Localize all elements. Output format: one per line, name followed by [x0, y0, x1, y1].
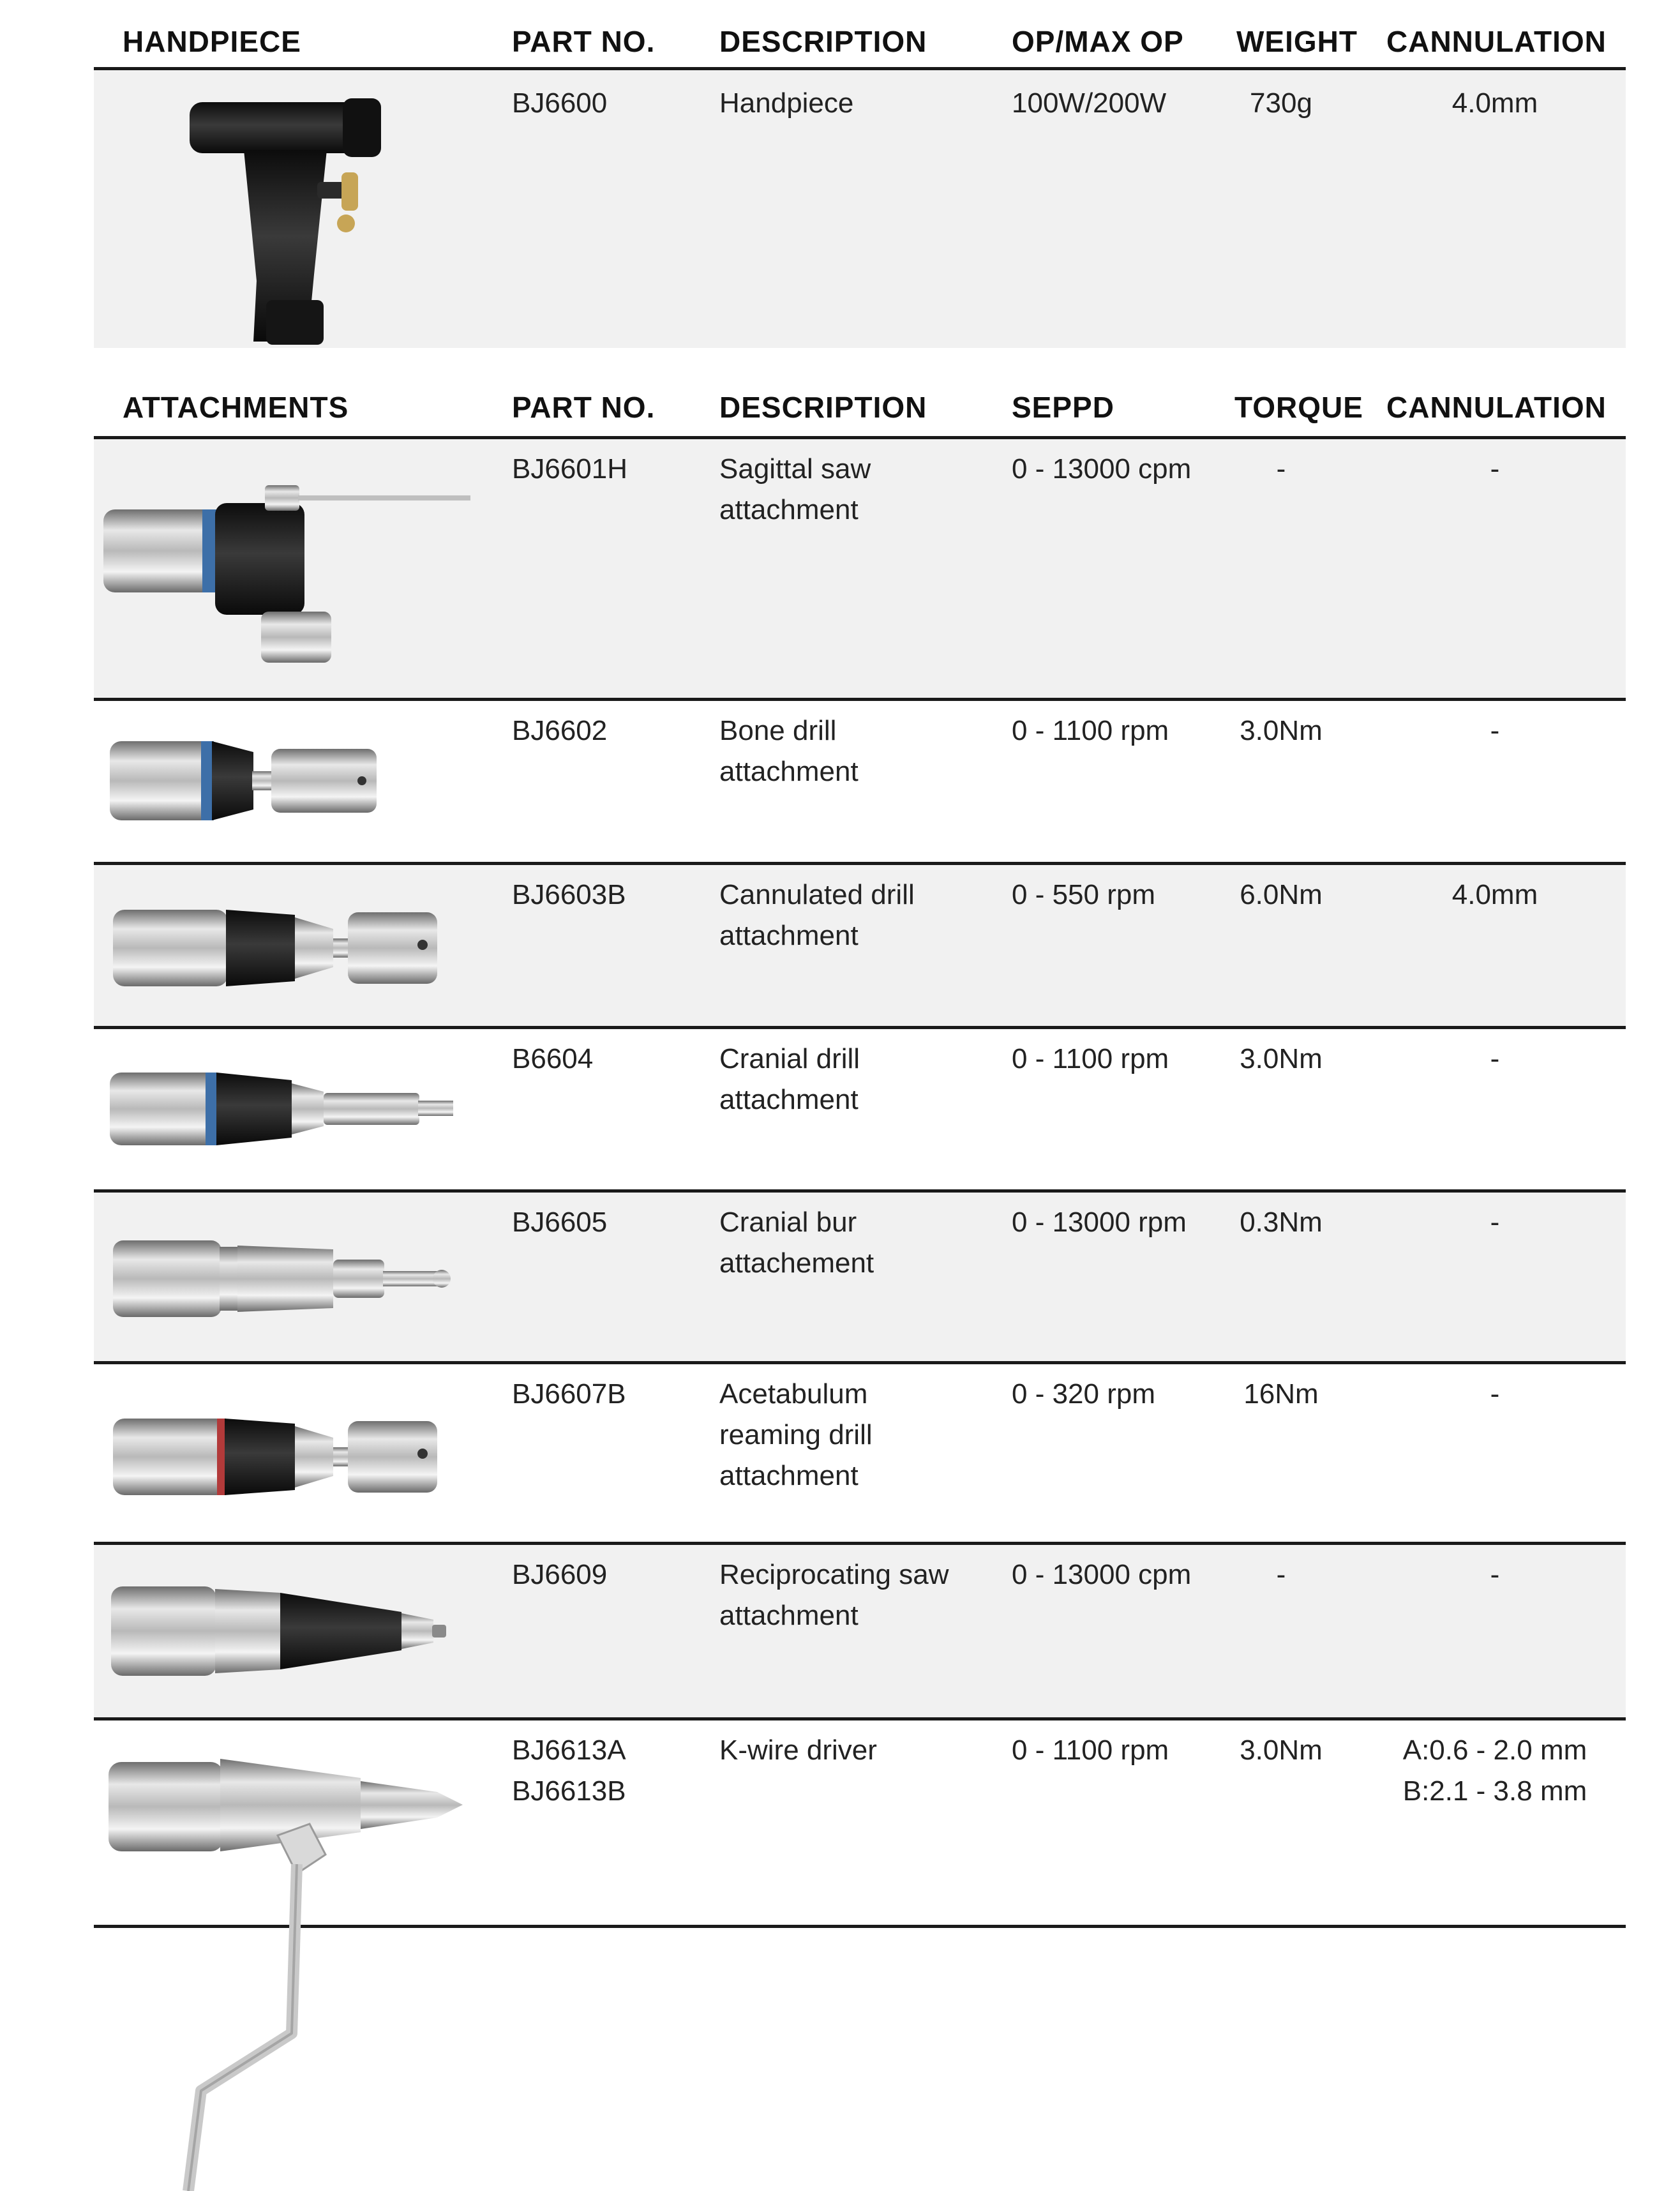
torque: - — [1276, 1559, 1286, 1590]
description: Handpiece — [719, 87, 854, 119]
weight: 730g — [1250, 87, 1312, 119]
description: Acetabulum reaming drill attachment — [719, 1378, 873, 1491]
op-max-op: 100W/200W — [1012, 87, 1167, 119]
header-cannulation: CANNULATION — [1386, 391, 1607, 424]
table-row — [94, 439, 1626, 698]
table-row — [94, 1545, 1626, 1717]
part-no: BJ6601H — [512, 453, 628, 485]
handpiece-section — [94, 0, 1626, 358]
cannulation: A:0.6 - 2.0 mm B:2.1 - 3.8 mm — [1402, 1735, 1587, 1807]
speed: 0 - 1100 rpm — [1012, 715, 1169, 746]
header-part-no: PART NO. — [512, 391, 656, 424]
header-weight: WEIGHT — [1236, 25, 1358, 58]
table-row — [94, 1364, 1626, 1542]
speed: 0 - 13000 rpm — [1012, 1207, 1187, 1238]
header-attachments: ATTACHMENTS — [123, 391, 349, 424]
cannulation: - — [1490, 453, 1500, 485]
handpiece-header — [94, 0, 1626, 64]
speed: 0 - 320 rpm — [1012, 1378, 1155, 1410]
cannulation: - — [1490, 1559, 1500, 1590]
header-speed: SEPPD — [1012, 391, 1114, 424]
torque: - — [1276, 453, 1286, 485]
acetabulum-reaming-image — [110, 1412, 442, 1502]
header-cannulation: CANNULATION — [1386, 25, 1607, 58]
table-row — [94, 1193, 1626, 1361]
sagittal-saw-image — [100, 484, 477, 669]
torque: 3.0Nm — [1240, 715, 1323, 746]
speed: 0 - 1100 rpm — [1012, 1735, 1169, 1766]
bone-drill-image — [107, 736, 394, 825]
description: Reciprocating saw attachment — [719, 1559, 949, 1631]
table-row — [94, 70, 1626, 348]
torque: 3.0Nm — [1240, 1043, 1323, 1074]
part-no: BJ6609 — [512, 1559, 608, 1590]
torque: 3.0Nm — [1240, 1735, 1323, 1766]
torque: 16Nm — [1243, 1378, 1319, 1410]
cannulated-drill-image — [110, 903, 442, 993]
attachments-header — [94, 366, 1626, 430]
torque: 0.3Nm — [1240, 1207, 1323, 1238]
speed: 0 - 1100 rpm — [1012, 1043, 1169, 1074]
speed: 0 - 550 rpm — [1012, 879, 1155, 910]
description: Cranial bur attachement — [719, 1207, 874, 1279]
handpiece-image — [183, 89, 400, 345]
cannulation: 4.0mm — [1451, 87, 1538, 119]
table-row — [94, 865, 1626, 1026]
part-no: BJ6602 — [512, 715, 608, 746]
description: Sagittal saw attachment — [719, 453, 871, 525]
header-description: DESCRIPTION — [719, 25, 927, 58]
cranial-drill-image — [107, 1067, 464, 1150]
speed: 0 - 13000 cpm — [1012, 1559, 1192, 1590]
header-part-no: PART NO. — [512, 25, 656, 58]
cannulation: - — [1490, 715, 1500, 746]
description: Cranial drill attachment — [719, 1043, 860, 1115]
part-no: BJ6607B — [512, 1378, 626, 1410]
table-row — [94, 1029, 1626, 1189]
header-op-max-op: OP/MAX OP — [1012, 25, 1184, 58]
cannulation: - — [1490, 1043, 1500, 1074]
cannulation: 4.0mm — [1451, 879, 1538, 910]
part-no: B6604 — [512, 1043, 594, 1074]
cannulation: - — [1490, 1207, 1500, 1238]
cannulation: - — [1490, 1378, 1500, 1410]
k-wire-driver-image — [105, 1752, 488, 2191]
part-no: BJ6605 — [512, 1207, 608, 1238]
description: K-wire driver — [719, 1735, 877, 1766]
description: Cannulated drill attachment — [719, 879, 915, 951]
header-handpiece: HANDPIECE — [123, 25, 301, 58]
part-no: BJ6613A BJ6613B — [512, 1735, 626, 1807]
description: Bone drill attachment — [719, 715, 859, 787]
attachments-section — [94, 366, 1626, 1949]
speed: 0 - 13000 cpm — [1012, 453, 1192, 485]
torque: 6.0Nm — [1240, 879, 1323, 910]
header-torque: TORQUE — [1234, 391, 1363, 424]
cranial-bur-image — [110, 1234, 454, 1323]
part-no: BJ6600 — [512, 87, 608, 119]
reciprocating-saw-image — [108, 1580, 453, 1682]
header-description: DESCRIPTION — [719, 391, 927, 424]
table-row — [94, 701, 1626, 862]
part-no: BJ6603B — [512, 879, 626, 910]
